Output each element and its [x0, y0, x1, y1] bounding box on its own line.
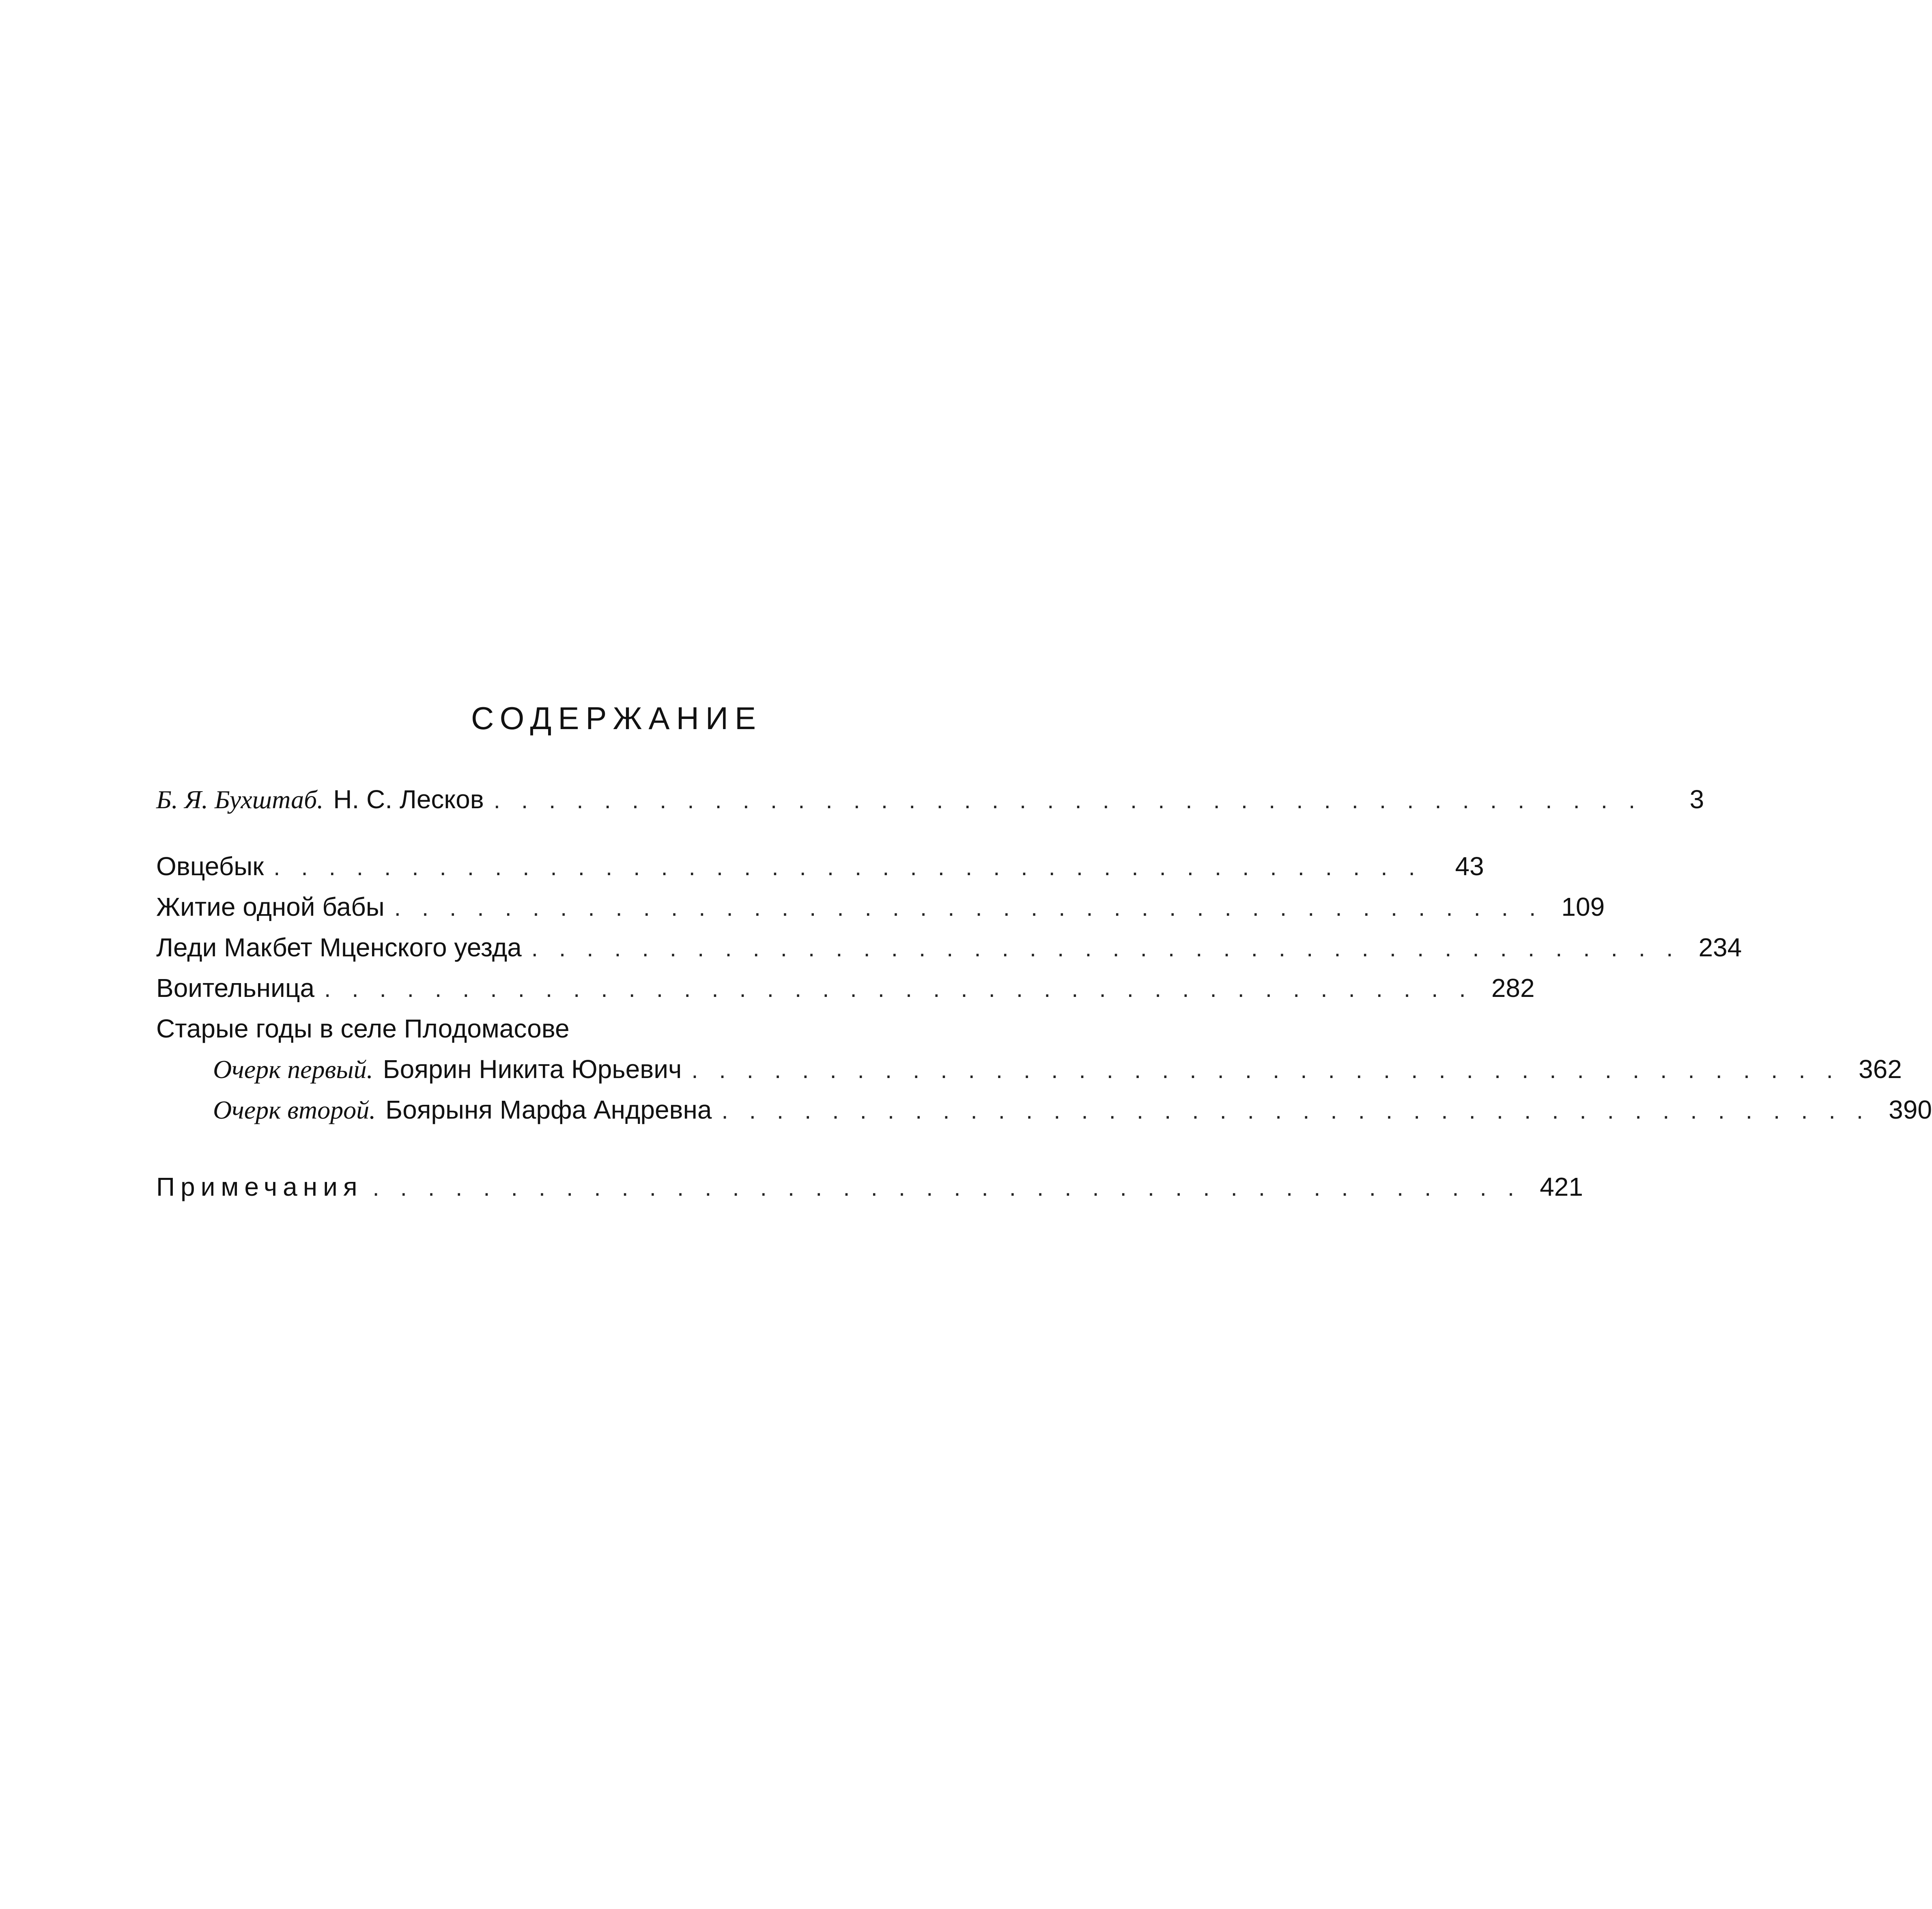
table-of-contents: [156, 779, 1932, 1207]
toc-section-title: Старые годы в селе Плодомасове: [156, 1014, 570, 1043]
toc-entry-page: 43: [1455, 852, 1484, 881]
toc-entry-page: 362: [1859, 1055, 1902, 1084]
toc-entry-title: Боярин Никита Юрьевич: [383, 1055, 682, 1084]
toc-entry-page: 282: [1491, 973, 1535, 1003]
toc-entry-label: [156, 779, 484, 820]
toc-entry-subtitle: Очерк первый.: [213, 1055, 373, 1084]
toc-entry-page: 3: [1689, 785, 1704, 814]
toc-entry-title: Боярыня Марфа Андревна: [385, 1095, 712, 1124]
toc-entry-introduction[interactable]: [156, 779, 1704, 820]
dot-leader: . . . . . . . . . . . . . . . . . . . . . . . . . . . . . . . . . . . . . . . . . .: [531, 935, 1680, 962]
toc-entry-primechaniya[interactable]: [156, 1166, 1583, 1207]
dot-leader: . . . . . . . . . . . . . . . . . . . . . . . . . . . . . . . . . . . . . . . . . .: [372, 1175, 1521, 1201]
toc-entry-subtitle: Очерк второй.: [213, 1095, 376, 1124]
toc-entry-title: Житие одной бабы: [156, 892, 385, 921]
toc-entry-title: Овцебык: [156, 852, 264, 881]
toc-entry-label: [213, 1089, 712, 1130]
toc-entry-title: Н. С. Лесков: [333, 785, 484, 814]
toc-entry-page: 234: [1698, 933, 1742, 962]
toc-entry-author: Б. Я. Бухштаб.: [156, 785, 324, 814]
dot-leader: . . . . . . . . . . . . . . . . . . . . . . . . . . . . . . . . . . . . . . . . . .: [324, 976, 1473, 1002]
toc-section-starye-gody: [156, 1008, 1065, 1049]
toc-entry-ledi-makbet[interactable]: [156, 927, 1742, 968]
toc-entry-page: 109: [1561, 892, 1605, 921]
toc-entry-title: Примечания: [156, 1172, 363, 1201]
dot-leader: . . . . . . . . . . . . . . . . . . . . . . . . . . . . . . . . . . . . . . . . . .: [394, 895, 1543, 921]
toc-entry-ocherk-pervyi[interactable]: [156, 1049, 1902, 1089]
dot-leader: . . . . . . . . . . . . . . . . . . . . . . . . . . . . . . . . . . . . . . . . . .: [721, 1098, 1870, 1124]
toc-entry-ocherk-vtoroi[interactable]: [156, 1089, 1932, 1130]
dot-leader: . . . . . . . . . . . . . . . . . . . . . . . . . . . . . . . . . . . . . . . . . .: [691, 1057, 1840, 1083]
dot-leader: . . . . . . . . . . . . . . . . . . . . . . . . . . . . . . . . . . . . . . . . . .: [273, 854, 1422, 880]
toc-entry-zhitie[interactable]: [156, 887, 1605, 927]
toc-entry-label: [213, 1049, 682, 1090]
dot-leader: . . . . . . . . . . . . . . . . . . . . . . . . . . . . . . . . . . . . . . . . . .: [493, 787, 1643, 814]
toc-title: СОДЕРЖАНИЕ: [471, 700, 763, 736]
toc-entry-page: 390: [1889, 1095, 1932, 1124]
toc-entry-title: Воительница: [156, 973, 315, 1003]
toc-entry-title: Леди Макбет Мценского уезда: [156, 933, 522, 962]
toc-entry-ovtsebyk[interactable]: [156, 846, 1484, 887]
toc-entry-page: 421: [1540, 1172, 1583, 1201]
toc-entry-voitelnitsa[interactable]: [156, 968, 1535, 1008]
